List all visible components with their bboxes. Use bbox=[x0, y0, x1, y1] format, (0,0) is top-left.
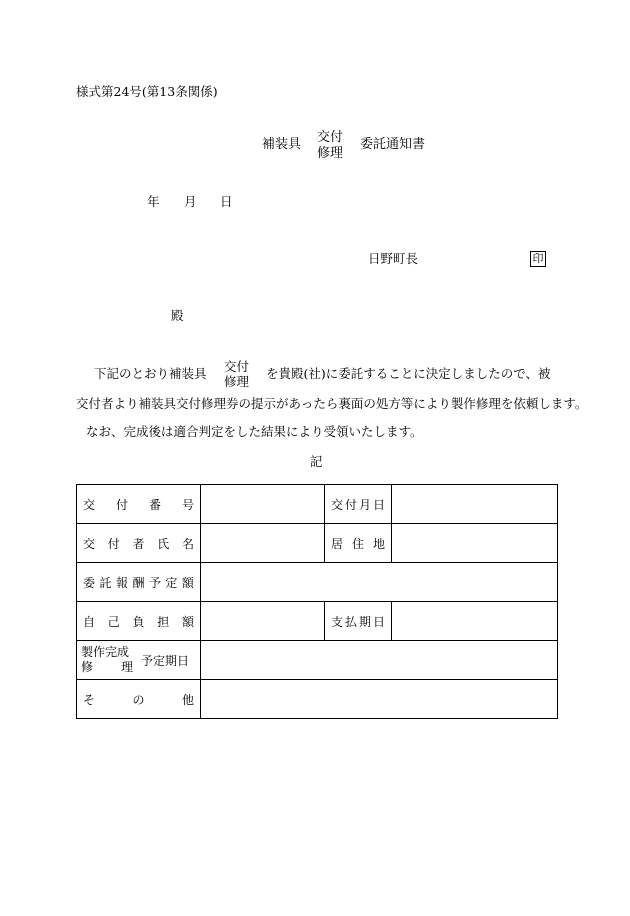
title-options bbox=[317, 130, 343, 161]
label-self-pay: 自 己 負 担 額 bbox=[77, 602, 201, 641]
label-recipient-name: 交 付 者 氏 名 bbox=[77, 524, 201, 563]
label-residence: 居 住 地 bbox=[325, 524, 392, 563]
value-other[interactable] bbox=[201, 680, 558, 719]
value-residence[interactable] bbox=[392, 524, 558, 563]
label-delivery-number: 交 付 番 号 bbox=[77, 485, 201, 524]
value-delivery-date[interactable] bbox=[392, 485, 558, 524]
issuer-name: 日野町長 bbox=[368, 251, 419, 266]
ki-heading: 記 bbox=[310, 454, 323, 469]
date-day: 日 bbox=[220, 194, 233, 209]
date-year: 年 bbox=[147, 194, 160, 209]
seal-mark: 印 bbox=[530, 251, 546, 267]
value-recipient-name[interactable] bbox=[201, 524, 325, 563]
title-prefix: 補装具 bbox=[262, 137, 302, 152]
value-self-pay[interactable] bbox=[201, 602, 325, 641]
body-line3: なお、完成後は適合判定をした結果により受領いたします。 bbox=[86, 424, 423, 439]
title-option-repair: 修理 bbox=[317, 145, 344, 161]
table-row bbox=[77, 602, 558, 641]
label-commission-fee: 委 託 報 酬 予 定 額 bbox=[77, 563, 201, 602]
date-month: 月 bbox=[184, 194, 197, 209]
table-row bbox=[77, 680, 558, 719]
title-suffix: 委託通知書 bbox=[360, 137, 426, 152]
label-completion-date: 製作完成 修 理 予定期日 bbox=[77, 641, 201, 680]
value-commission-fee[interactable] bbox=[201, 563, 558, 602]
label-delivery-date: 交 付 月 日 bbox=[325, 485, 392, 524]
body-option-repair: 修理 bbox=[224, 374, 250, 389]
body-option-delivery: 交付 bbox=[224, 359, 250, 374]
value-delivery-number[interactable] bbox=[201, 485, 325, 524]
value-completion-date[interactable] bbox=[201, 641, 558, 680]
form-number: 様式第24号(第13条関係) bbox=[76, 84, 218, 99]
body-options bbox=[224, 359, 249, 389]
label-other: そ の 他 bbox=[77, 680, 201, 719]
body-line1-prefix: 下記のとおり補装具 bbox=[94, 366, 207, 381]
value-payment-date[interactable] bbox=[392, 602, 558, 641]
body-line2: 交付者より補装具交付修理券の提示があったら裏面の処方等により製作修理を依頼します。 bbox=[76, 396, 588, 411]
table-row bbox=[77, 485, 558, 524]
label-payment-date: 支 払 期 日 bbox=[325, 602, 392, 641]
addressee-honorific: 殿 bbox=[171, 308, 184, 323]
table-row bbox=[77, 641, 558, 680]
details-table bbox=[76, 484, 558, 719]
table-row bbox=[77, 563, 558, 602]
body-line1-suffix: を貴殿(社)に委託することに決定しましたので、被 bbox=[266, 366, 551, 381]
table-row bbox=[77, 524, 558, 563]
title-option-delivery: 交付 bbox=[317, 130, 344, 145]
